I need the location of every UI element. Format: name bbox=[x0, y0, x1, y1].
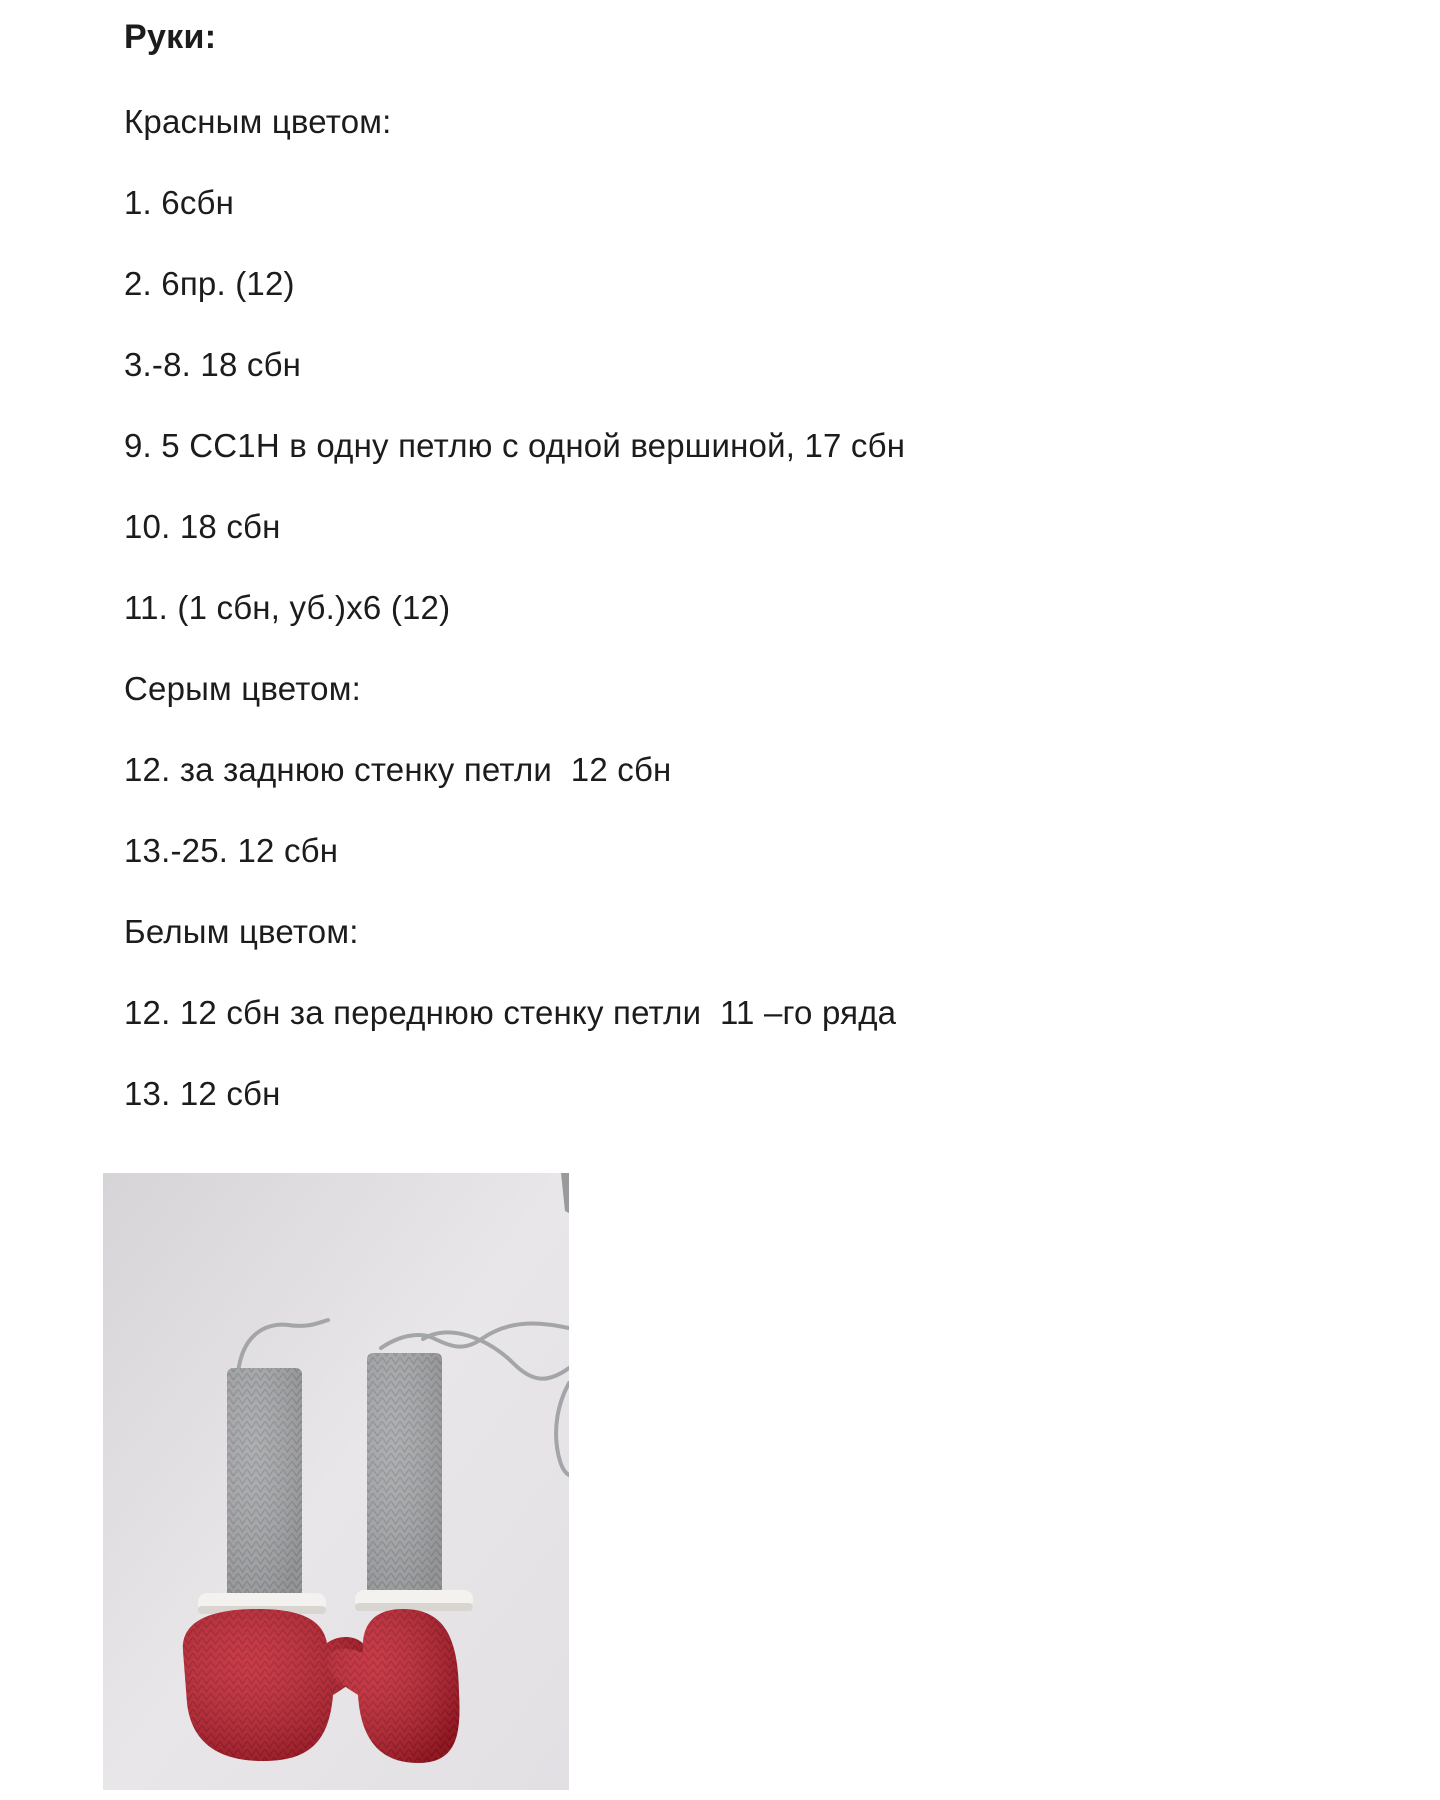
crochet-arms-photo bbox=[103, 1173, 569, 1790]
instruction-row-13: 13. 12 сбн bbox=[124, 1075, 281, 1112]
instruction-row-10: 10. 18 сбн bbox=[124, 508, 281, 545]
photo-background bbox=[103, 1173, 569, 1790]
instruction-row-1: 1. 6сбн bbox=[124, 184, 235, 221]
instruction-color-gray: Серым цветом: bbox=[124, 670, 361, 707]
instruction-color-red: Красным цветом: bbox=[124, 103, 392, 140]
instruction-row-12-gray: 12. за заднюю стенку петли 12 сбн bbox=[124, 751, 672, 788]
instruction-row-3-8: 3.-8. 18 сбн bbox=[124, 346, 302, 383]
section-heading: Руки: bbox=[124, 18, 217, 56]
instruction-row-9: 9. 5 СС1Н в одну петлю с одной вершиной, 17 сбн bbox=[124, 427, 906, 464]
instruction-row-13-25: 13.-25. 12 сбн bbox=[124, 832, 339, 869]
instruction-row-12-white: 12. 12 сбн за переднюю стенку петли 11 –го ряда bbox=[124, 994, 897, 1031]
instruction-row-2: 2. 6пр. (12) bbox=[124, 265, 295, 302]
instruction-color-white: Белым цветом: bbox=[124, 913, 359, 950]
instruction-row-11: 11. (1 сбн, уб.)х6 (12) bbox=[124, 589, 451, 626]
